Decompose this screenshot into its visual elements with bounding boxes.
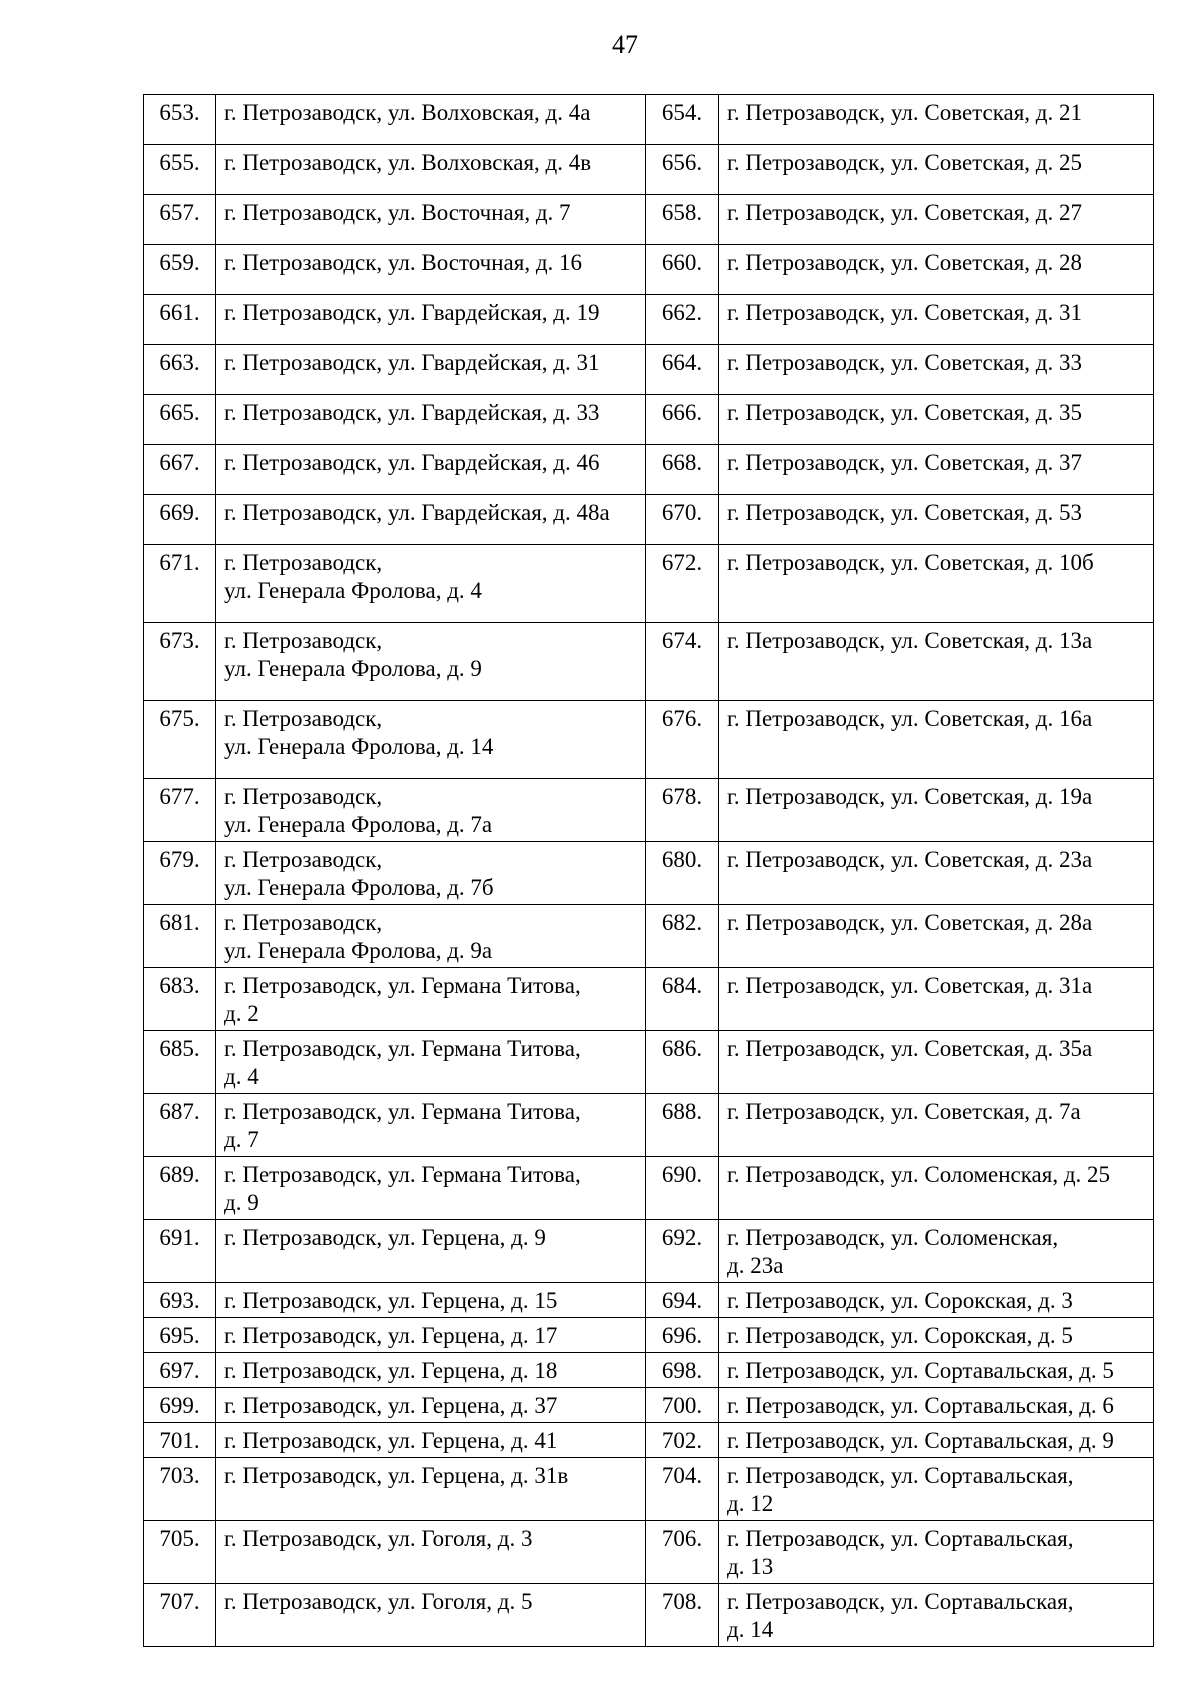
address-line: г. Петрозаводск, ул. Сортавальская, xyxy=(727,1589,1074,1614)
left-entry-number: 657. xyxy=(144,195,216,245)
right-entry-address xyxy=(719,1458,1154,1521)
right-entry-number: 668. xyxy=(646,445,719,495)
table-row xyxy=(144,345,1154,395)
right-entry-number: 692. xyxy=(646,1220,719,1283)
address-line: г. Петрозаводск, ул. Советская, д. 21 xyxy=(727,100,1083,125)
right-entry-address xyxy=(719,545,1154,623)
table-row xyxy=(144,495,1154,545)
right-entry-number: 672. xyxy=(646,545,719,623)
address-line: г. Петрозаводск, ул. Советская, д. 31 xyxy=(727,300,1083,325)
address-table-body xyxy=(144,95,1154,1647)
right-entry-address xyxy=(719,1353,1154,1388)
left-entry-number: 701. xyxy=(144,1423,216,1458)
address-line: г. Петрозаводск, ул. Соломенская, д. 25 xyxy=(727,1162,1111,1187)
address-line: ул. Генерала Фролова, д. 9а xyxy=(224,938,493,963)
address-line: г. Петрозаводск, ул. Советская, д. 37 xyxy=(727,450,1083,475)
address-line: ул. Генерала Фролова, д. 7б xyxy=(224,875,494,900)
left-entry-number: 679. xyxy=(144,842,216,905)
address-line: г. Петрозаводск, ул. Герцена, д. 41 xyxy=(224,1428,558,1453)
address-line: г. Петрозаводск, ул. Герцена, д. 17 xyxy=(224,1323,558,1348)
address-line: г. Петрозаводск, ул. Герцена, д. 9 xyxy=(224,1225,546,1250)
table-row xyxy=(144,1353,1154,1388)
right-entry-address xyxy=(719,345,1154,395)
left-entry-address xyxy=(216,1388,646,1423)
address-line: г. Петрозаводск, ул. Сортавальская, д. 9 xyxy=(727,1428,1114,1453)
right-entry-number: 706. xyxy=(646,1521,719,1584)
address-line: г. Петрозаводск, ул. Гвардейская, д. 46 xyxy=(224,450,600,475)
right-entry-number: 664. xyxy=(646,345,719,395)
address-line: г. Петрозаводск, ул. Советская, д. 7а xyxy=(727,1099,1081,1124)
page-number: 47 xyxy=(612,30,638,59)
address-line: г. Петрозаводск, ул. Сортавальская, д. 6 xyxy=(727,1393,1114,1418)
right-entry-number: 654. xyxy=(646,95,719,145)
table-row xyxy=(144,545,1154,623)
table-row xyxy=(144,245,1154,295)
address-line: г. Петрозаводск, ул. Советская, д. 28 xyxy=(727,250,1083,275)
left-entry-address xyxy=(216,1423,646,1458)
left-entry-address xyxy=(216,395,646,445)
left-entry-address xyxy=(216,295,646,345)
left-entry-number: 707. xyxy=(144,1584,216,1647)
left-entry-number: 689. xyxy=(144,1157,216,1220)
left-entry-address xyxy=(216,245,646,295)
right-entry-number: 682. xyxy=(646,905,719,968)
right-entry-address xyxy=(719,1584,1154,1647)
right-entry-number: 676. xyxy=(646,701,719,779)
address-line: г. Петрозаводск, ул. Советская, д. 35а xyxy=(727,1036,1093,1061)
address-line: д. 4 xyxy=(224,1064,259,1089)
left-entry-address xyxy=(216,623,646,701)
address-line: г. Петрозаводск, ул. Сортавальская, д. 5 xyxy=(727,1358,1114,1383)
table-row xyxy=(144,1423,1154,1458)
left-entry-number: 659. xyxy=(144,245,216,295)
left-entry-address xyxy=(216,95,646,145)
address-line: г. Петрозаводск, ул. Советская, д. 31а xyxy=(727,973,1093,998)
address-line: г. Петрозаводск, ул. Советская, д. 28а xyxy=(727,910,1093,935)
table-row xyxy=(144,145,1154,195)
left-entry-number: 661. xyxy=(144,295,216,345)
right-entry-address xyxy=(719,701,1154,779)
left-entry-number: 671. xyxy=(144,545,216,623)
right-entry-number: 660. xyxy=(646,245,719,295)
left-entry-address xyxy=(216,195,646,245)
right-entry-number: 702. xyxy=(646,1423,719,1458)
left-entry-number: 703. xyxy=(144,1458,216,1521)
left-entry-number: 673. xyxy=(144,623,216,701)
right-entry-number: 656. xyxy=(646,145,719,195)
left-entry-number: 687. xyxy=(144,1094,216,1157)
address-line: г. Петрозаводск, ул. Герцена, д. 18 xyxy=(224,1358,558,1383)
right-entry-number: 678. xyxy=(646,779,719,842)
left-entry-address xyxy=(216,1157,646,1220)
table-row xyxy=(144,445,1154,495)
left-entry-number: 665. xyxy=(144,395,216,445)
address-line: д. 14 xyxy=(727,1617,774,1642)
right-entry-address xyxy=(719,1283,1154,1318)
address-line: г. Петрозаводск, ул. Сорокская, д. 5 xyxy=(727,1323,1073,1348)
address-line: г. Петрозаводск, ул. Германа Титова, xyxy=(224,973,581,998)
left-entry-number: 699. xyxy=(144,1388,216,1423)
right-entry-number: 658. xyxy=(646,195,719,245)
table-row xyxy=(144,1458,1154,1521)
address-line: г. Петрозаводск, ул. Гвардейская, д. 48а xyxy=(224,500,610,525)
left-entry-address xyxy=(216,445,646,495)
table-row xyxy=(144,1388,1154,1423)
left-entry-address xyxy=(216,1318,646,1353)
address-line: г. Петрозаводск, ул. Германа Титова, xyxy=(224,1099,581,1124)
left-entry-number: 693. xyxy=(144,1283,216,1318)
address-line: г. Петрозаводск, ул. Сортавальская, xyxy=(727,1463,1074,1488)
address-table xyxy=(143,94,1154,1647)
right-entry-address xyxy=(719,623,1154,701)
address-line: г. Петрозаводск, ул. Советская, д. 13а xyxy=(727,628,1093,653)
right-entry-address xyxy=(719,295,1154,345)
left-entry-number: 677. xyxy=(144,779,216,842)
left-entry-address xyxy=(216,779,646,842)
address-line: г. Петрозаводск, xyxy=(224,784,383,809)
table-row xyxy=(144,1521,1154,1584)
right-entry-address xyxy=(719,145,1154,195)
right-entry-number: 704. xyxy=(646,1458,719,1521)
right-entry-number: 674. xyxy=(646,623,719,701)
left-entry-address xyxy=(216,1458,646,1521)
table-row xyxy=(144,623,1154,701)
left-entry-number: 695. xyxy=(144,1318,216,1353)
right-entry-address xyxy=(719,395,1154,445)
right-entry-address xyxy=(719,1318,1154,1353)
right-entry-number: 700. xyxy=(646,1388,719,1423)
address-line: ул. Генерала Фролова, д. 14 xyxy=(224,734,494,759)
table-row xyxy=(144,1157,1154,1220)
right-entry-number: 688. xyxy=(646,1094,719,1157)
table-row xyxy=(144,395,1154,445)
address-line: г. Петрозаводск, xyxy=(224,550,383,575)
address-line: г. Петрозаводск, ул. Герцена, д. 15 xyxy=(224,1288,558,1313)
left-entry-address xyxy=(216,842,646,905)
right-entry-address xyxy=(719,1031,1154,1094)
address-line: ул. Генерала Фролова, д. 7а xyxy=(224,812,493,837)
left-entry-number: 705. xyxy=(144,1521,216,1584)
right-entry-number: 680. xyxy=(646,842,719,905)
table-row xyxy=(144,701,1154,779)
address-line: г. Петрозаводск, ул. Волховская, д. 4а xyxy=(224,100,591,125)
address-line: г. Петрозаводск, ул. Сорокская, д. 3 xyxy=(727,1288,1073,1313)
address-line: г. Петрозаводск, ул. Советская, д. 27 xyxy=(727,200,1083,225)
left-entry-address xyxy=(216,495,646,545)
table-row xyxy=(144,1318,1154,1353)
table-row xyxy=(144,1094,1154,1157)
address-line: г. Петрозаводск, ул. Гвардейская, д. 19 xyxy=(224,300,600,325)
left-entry-number: 683. xyxy=(144,968,216,1031)
left-entry-number: 653. xyxy=(144,95,216,145)
address-line: г. Петрозаводск, ул. Герцена, д. 31в xyxy=(224,1463,569,1488)
address-line: д. 9 xyxy=(224,1190,259,1215)
right-entry-address xyxy=(719,445,1154,495)
right-entry-number: 666. xyxy=(646,395,719,445)
table-row xyxy=(144,1220,1154,1283)
table-row xyxy=(144,1584,1154,1647)
address-line: ул. Генерала Фролова, д. 9 xyxy=(224,656,482,681)
left-entry-address xyxy=(216,345,646,395)
left-entry-number: 675. xyxy=(144,701,216,779)
table-row xyxy=(144,779,1154,842)
address-line: д. 2 xyxy=(224,1001,259,1026)
address-line: д. 7 xyxy=(224,1127,259,1152)
address-line: г. Петрозаводск, ул. Сортавальская, xyxy=(727,1526,1074,1551)
address-line: д. 13 xyxy=(727,1554,774,1579)
address-line: г. Петрозаводск, ул. Соломенская, xyxy=(727,1225,1059,1250)
table-row xyxy=(144,968,1154,1031)
right-entry-address xyxy=(719,1521,1154,1584)
address-line: г. Петрозаводск, ул. Советская, д. 23а xyxy=(727,847,1093,872)
left-entry-address xyxy=(216,1353,646,1388)
address-line: г. Петрозаводск, xyxy=(224,847,383,872)
left-entry-number: 691. xyxy=(144,1220,216,1283)
right-entry-address xyxy=(719,1220,1154,1283)
table-row xyxy=(144,95,1154,145)
left-entry-number: 663. xyxy=(144,345,216,395)
right-entry-address xyxy=(719,968,1154,1031)
table-row xyxy=(144,195,1154,245)
right-entry-address xyxy=(719,779,1154,842)
address-line: г. Петрозаводск, ул. Гоголя, д. 3 xyxy=(224,1526,533,1551)
address-line: г. Петрозаводск, ул. Гвардейская, д. 31 xyxy=(224,350,600,375)
address-line: г. Петрозаводск, ул. Советская, д. 10б xyxy=(727,550,1094,575)
right-entry-number: 708. xyxy=(646,1584,719,1647)
left-entry-number: 685. xyxy=(144,1031,216,1094)
right-entry-address xyxy=(719,1094,1154,1157)
right-entry-number: 698. xyxy=(646,1353,719,1388)
left-entry-address xyxy=(216,545,646,623)
right-entry-address xyxy=(719,245,1154,295)
right-entry-address xyxy=(719,1388,1154,1423)
address-line: г. Петрозаводск, ул. Германа Титова, xyxy=(224,1162,581,1187)
address-line: д. 12 xyxy=(727,1491,774,1516)
left-entry-address xyxy=(216,145,646,195)
right-entry-number: 686. xyxy=(646,1031,719,1094)
right-entry-address xyxy=(719,95,1154,145)
left-entry-address xyxy=(216,1220,646,1283)
right-entry-number: 684. xyxy=(646,968,719,1031)
left-entry-address xyxy=(216,1584,646,1647)
address-line: ул. Генерала Фролова, д. 4 xyxy=(224,578,482,603)
table-row xyxy=(144,1031,1154,1094)
address-line: г. Петрозаводск, ул. Герцена, д. 37 xyxy=(224,1393,558,1418)
right-entry-address xyxy=(719,842,1154,905)
right-entry-address xyxy=(719,195,1154,245)
left-entry-number: 697. xyxy=(144,1353,216,1388)
left-entry-number: 681. xyxy=(144,905,216,968)
table-row xyxy=(144,1283,1154,1318)
right-entry-number: 662. xyxy=(646,295,719,345)
right-entry-number: 670. xyxy=(646,495,719,545)
table-row xyxy=(144,905,1154,968)
left-entry-number: 655. xyxy=(144,145,216,195)
left-entry-address xyxy=(216,905,646,968)
right-entry-address xyxy=(719,495,1154,545)
left-entry-number: 669. xyxy=(144,495,216,545)
address-line: г. Петрозаводск, xyxy=(224,910,383,935)
left-entry-address xyxy=(216,1031,646,1094)
address-line: г. Петрозаводск, ул. Советская, д. 33 xyxy=(727,350,1083,375)
right-entry-address xyxy=(719,905,1154,968)
address-line: г. Петрозаводск, ул. Советская, д. 25 xyxy=(727,150,1083,175)
right-entry-number: 696. xyxy=(646,1318,719,1353)
address-line: г. Петрозаводск, xyxy=(224,706,383,731)
address-line: г. Петрозаводск, ул. Восточная, д. 16 xyxy=(224,250,583,275)
right-entry-address xyxy=(719,1157,1154,1220)
left-entry-address xyxy=(216,1521,646,1584)
right-entry-number: 694. xyxy=(646,1283,719,1318)
address-line: г. Петрозаводск, xyxy=(224,628,383,653)
address-line: д. 23а xyxy=(727,1253,784,1278)
address-line: г. Петрозаводск, ул. Гвардейская, д. 33 xyxy=(224,400,600,425)
address-line: г. Петрозаводск, ул. Советская, д. 35 xyxy=(727,400,1083,425)
address-line: г. Петрозаводск, ул. Советская, д. 53 xyxy=(727,500,1083,525)
address-line: г. Петрозаводск, ул. Волховская, д. 4в xyxy=(224,150,592,175)
left-entry-address xyxy=(216,968,646,1031)
address-line: г. Петрозаводск, ул. Советская, д. 16а xyxy=(727,706,1093,731)
address-line: г. Петрозаводск, ул. Восточная, д. 7 xyxy=(224,200,571,225)
table-row xyxy=(144,295,1154,345)
left-entry-address xyxy=(216,1094,646,1157)
address-line: г. Петрозаводск, ул. Германа Титова, xyxy=(224,1036,581,1061)
right-entry-number: 690. xyxy=(646,1157,719,1220)
left-entry-address xyxy=(216,701,646,779)
left-entry-address xyxy=(216,1283,646,1318)
right-entry-address xyxy=(719,1423,1154,1458)
table-row xyxy=(144,842,1154,905)
address-line: г. Петрозаводск, ул. Советская, д. 19а xyxy=(727,784,1093,809)
address-line: г. Петрозаводск, ул. Гоголя, д. 5 xyxy=(224,1589,533,1614)
left-entry-number: 667. xyxy=(144,445,216,495)
